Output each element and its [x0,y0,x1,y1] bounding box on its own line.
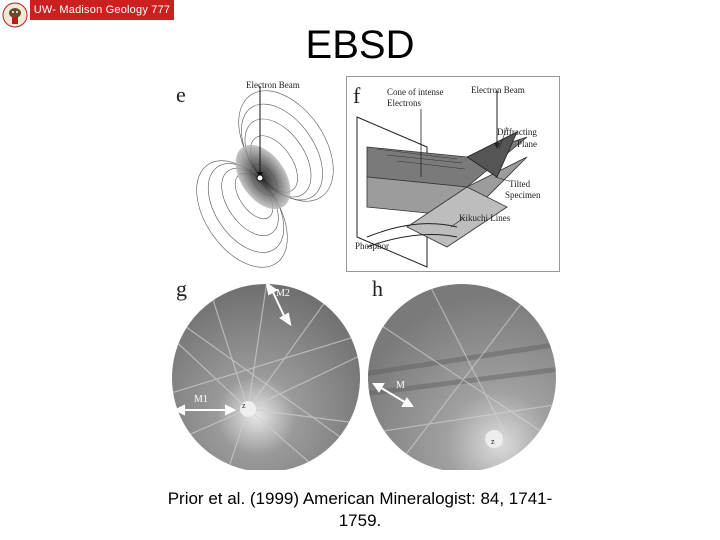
panel-f-plane-label-2: Plane [517,139,537,149]
figure-caption [110,488,610,532]
panel-f-kikuchi-label: Kikuchi Lines [459,213,511,223]
panel-f-plane-label: Diffracting [497,127,537,137]
panel-f-cone-label-2: Electrons [387,98,421,108]
slide-title: EBSD [305,23,415,67]
header-label: UW- Madison Geology 777 [30,0,174,20]
panel-f-phosphor-label: Phosphor [355,241,390,251]
ebsd-pattern-g [168,274,364,470]
panel-g-m2-label: M2 [276,288,290,299]
panel-h-z-label: z [491,437,495,446]
caption-line-2: 1759. [338,511,382,530]
panel-f-specimen-label: Tilted [509,179,531,189]
ebsd-figure [168,76,560,470]
ebsd-pattern-h [364,274,560,470]
panel-h-m-label: M [396,380,405,391]
panel-h [364,274,560,470]
panel-g [168,274,364,470]
panel-f [346,76,560,272]
panel-g-letter: g [176,276,187,301]
panel-f-specimen-label-2: Specimen [505,190,541,200]
diffraction-geometry-diagram [347,77,560,272]
panel-e [168,76,344,272]
panel-f-cone-label: Cone of intense [387,87,444,97]
electron-cone-diagram [168,76,344,272]
panel-g-m1-label: M1 [194,394,208,405]
caption-line-1: Prior et al. (1999) American Mineralogist: 84, 1741- [167,489,553,508]
panel-e-beam-label: Electron Beam [246,80,300,90]
panel-g-z-label: z [242,401,246,410]
panel-e-letter: e [176,82,186,107]
panel-f-beam-label: Electron Beam [471,85,525,95]
panel-f-letter: f [353,83,361,108]
panel-h-letter: h [372,276,383,301]
